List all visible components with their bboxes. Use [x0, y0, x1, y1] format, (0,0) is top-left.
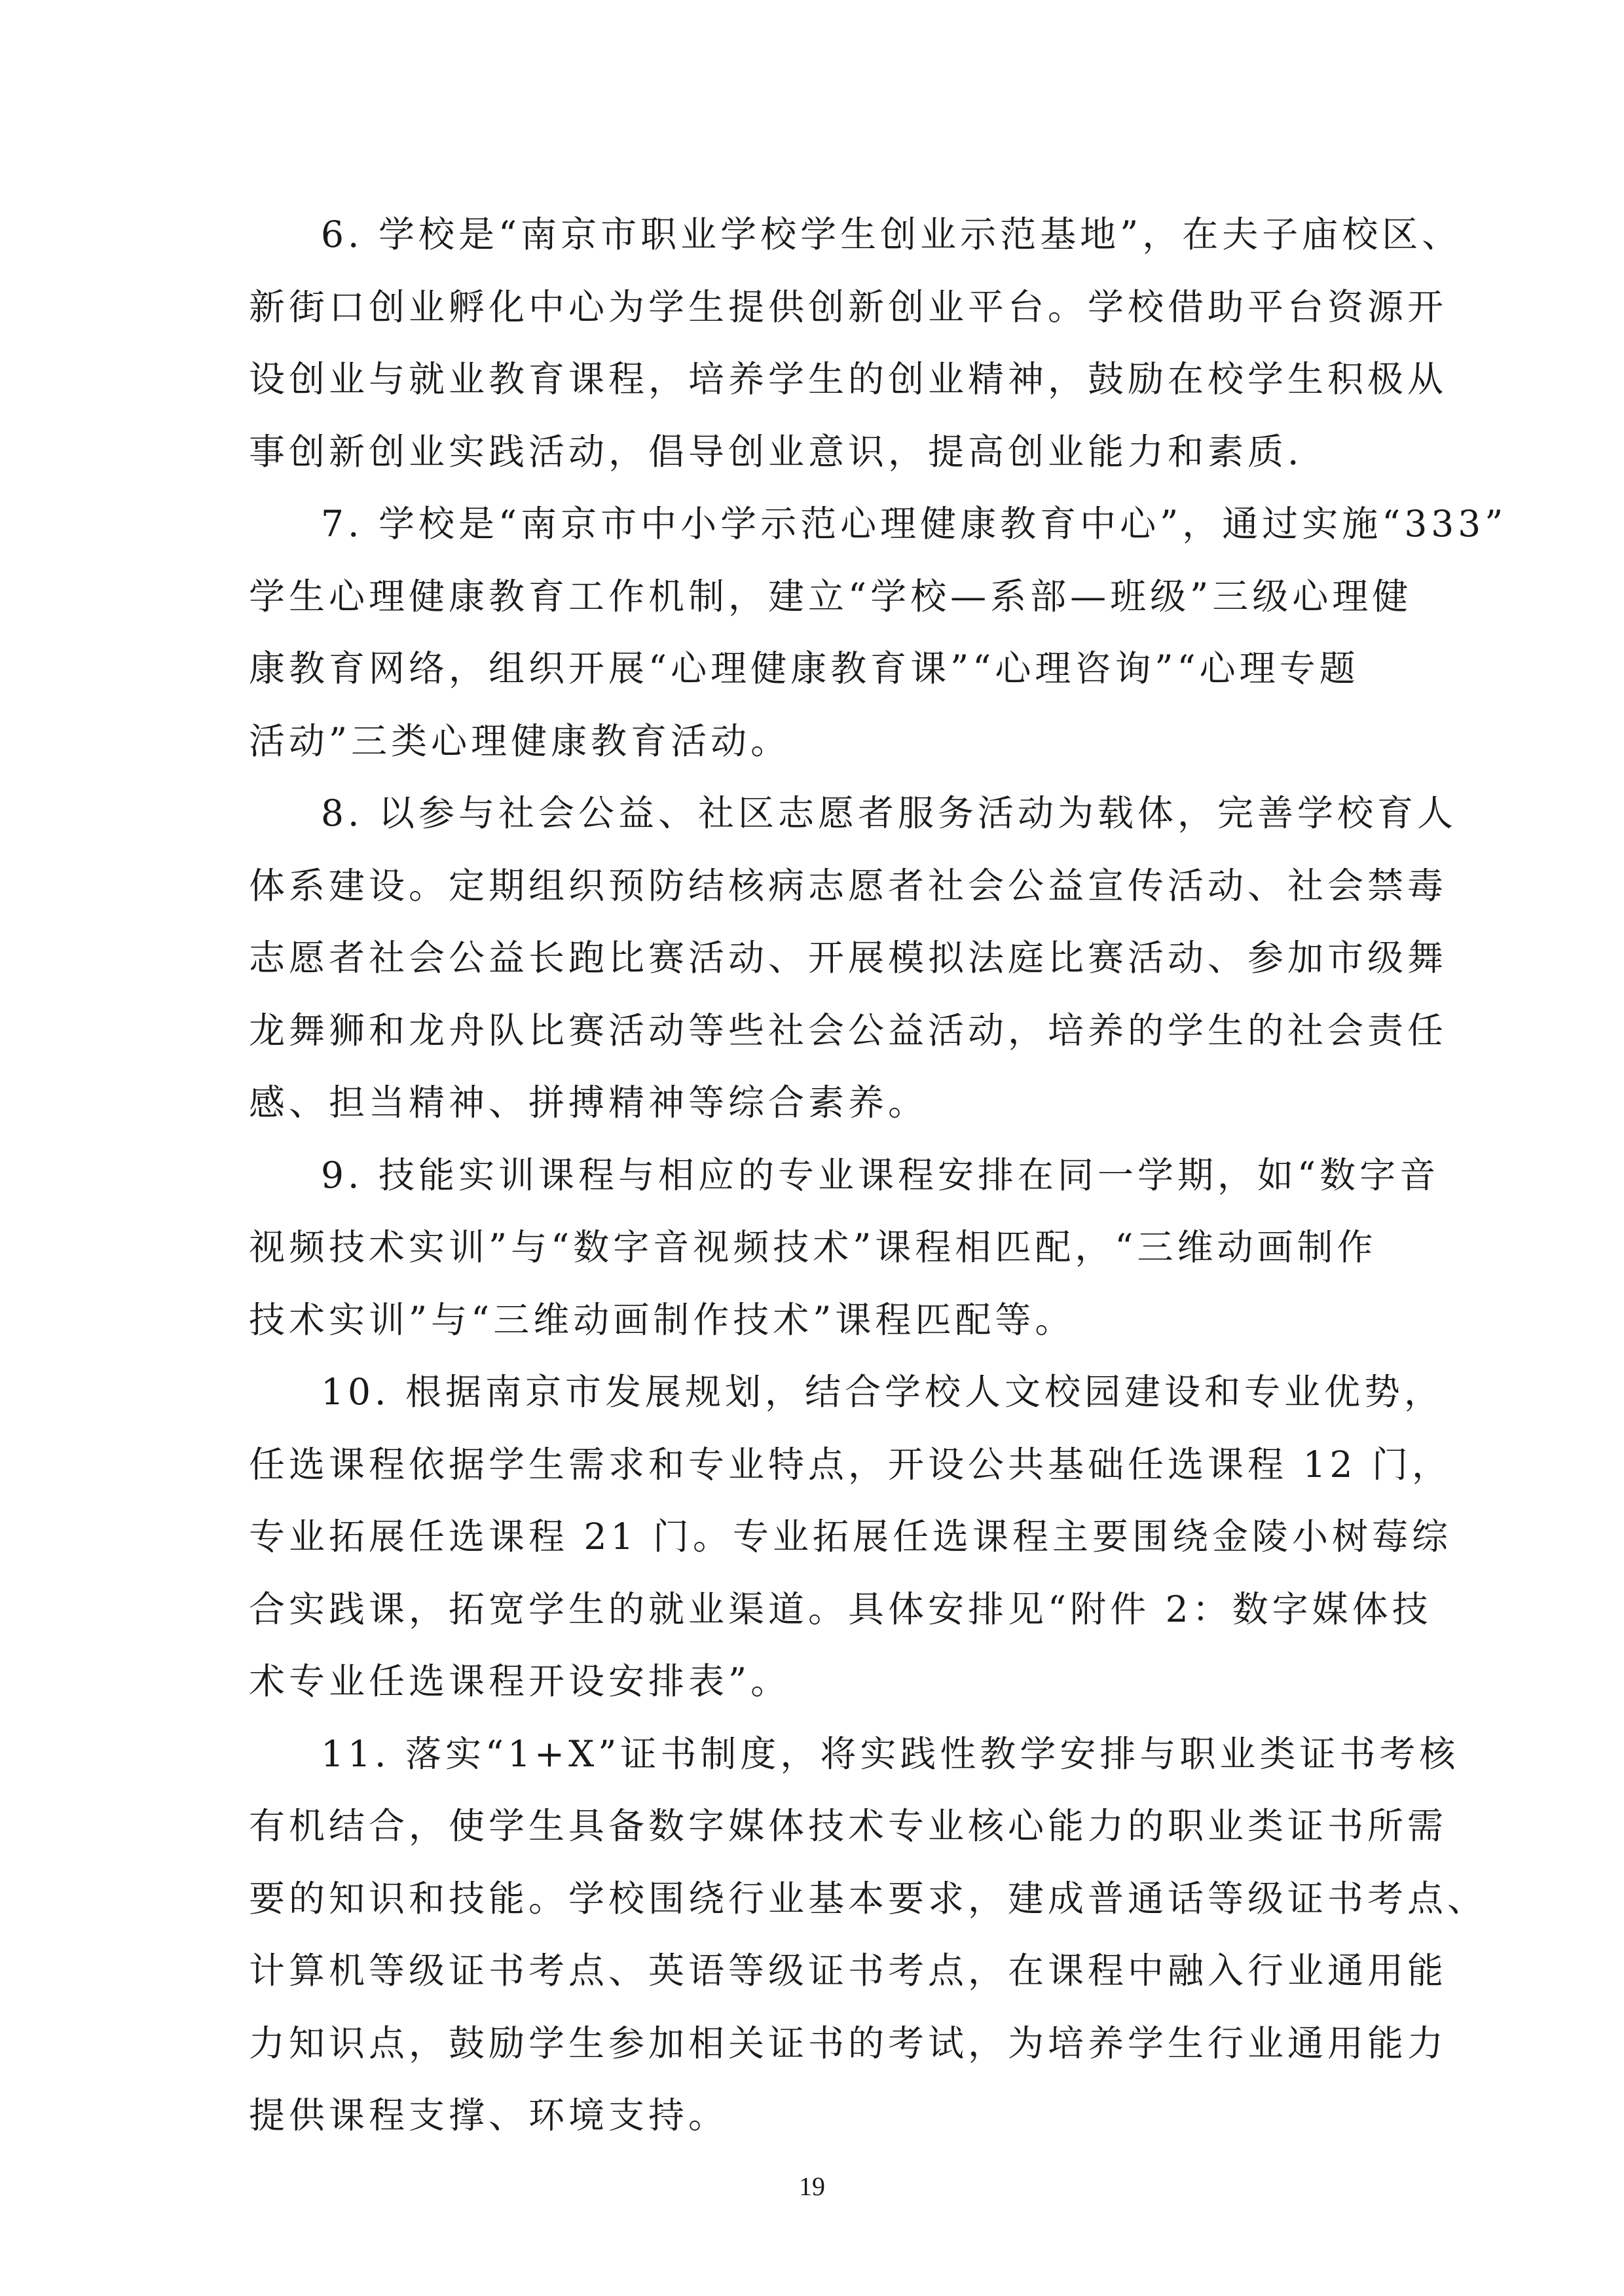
- paragraph-line: 体系建设。定期组织预防结核病志愿者社会公益宣传活动、社会禁毒: [249, 865, 1448, 907]
- paragraph-line: 技术实训”与“三维动画制作技术”课程匹配等。: [249, 1299, 1075, 1341]
- paragraph-line: 有机结合，使学生具备数字媒体技术专业核心能力的职业类证书所需: [249, 1805, 1448, 1847]
- paragraph-line: 活动”三类心理健康教育活动。: [249, 720, 791, 762]
- paragraph-line: 新街口创业孵化中心为学生提供创新创业平台。学校借助平台资源开: [249, 286, 1448, 328]
- paragraph-line: 8. 以参与社会公益、社区志愿者服务活动为载体，完善学校育人: [321, 792, 1457, 834]
- paragraph-line: 力知识点，鼓励学生参加相关证书的考试，为培养学生行业通用能力: [249, 2022, 1448, 2064]
- paragraph-line: 合实践课，拓宽学生的就业渠道。具体安排见“附件 2：数字媒体技: [249, 1588, 1432, 1630]
- paragraph-line: 事创新创业实践活动，倡导创业意识，提高创业能力和素质.: [249, 431, 1303, 473]
- paragraph-line: 龙舞狮和龙舟队比赛活动等些社会公益活动，培养的学生的社会责任: [249, 1010, 1448, 1051]
- paragraph-line: 视频技术实训”与“数字音视频技术”课程相匹配，“三维动画制作: [249, 1226, 1377, 1268]
- paragraph-line: 7. 学校是“南京市中小学示范心理健康教育中心”，通过实施“333”: [321, 503, 1507, 545]
- paragraph-line: 专业拓展任选课程 21 门。专业拓展任选课程主要围绕金陵小树莓综: [249, 1516, 1452, 1558]
- paragraph-line: 6. 学校是“南京市职业学校学生创业示范基地”，在夫子庙校区、: [321, 213, 1462, 255]
- paragraph-line: 计算机等级证书考点、英语等级证书考点，在课程中融入行业通用能: [249, 1950, 1448, 1992]
- paragraph-line: 任选课程依据学生需求和专业特点，开设公共基础任选课程 12 门，: [249, 1444, 1452, 1485]
- paragraph-line: 设创业与就业教育课程，培养学生的创业精神，鼓励在校学生积极从: [249, 358, 1448, 400]
- paragraph-line: 10. 根据南京市发展规划，结合学校人文校园建设和专业优势，: [321, 1371, 1444, 1413]
- page-number: 19: [799, 2172, 825, 2201]
- paragraph-line: 学生心理健康教育工作机制，建立“学校—系部—班级”三级心理健: [249, 575, 1412, 617]
- paragraph-line: 要的知识和技能。学校围绕行业基本要求，建成普通话等级证书考点、: [249, 1878, 1488, 1920]
- paragraph-line: 术专业任选课程开设安排表”。: [249, 1660, 791, 1702]
- paragraph-line: 志愿者社会公益长跑比赛活动、开展模拟法庭比赛活动、参加市级舞: [249, 937, 1448, 979]
- paragraph-line: 康教育网络，组织开展“心理健康教育课”“心理咨询”“心理专题: [249, 647, 1359, 689]
- paragraph-line: 提供课程支撑、环境支持。: [249, 2094, 729, 2136]
- paragraph-line: 感、担当精神、拼搏精神等综合素养。: [249, 1082, 929, 1123]
- paragraph-line: 9. 技能实训课程与相应的专业课程安排在同一学期，如“数字音: [321, 1154, 1440, 1196]
- paragraph-line: 11. 落实“1+X”证书制度，将实践性教学安排与职业类证书考核: [321, 1733, 1460, 1775]
